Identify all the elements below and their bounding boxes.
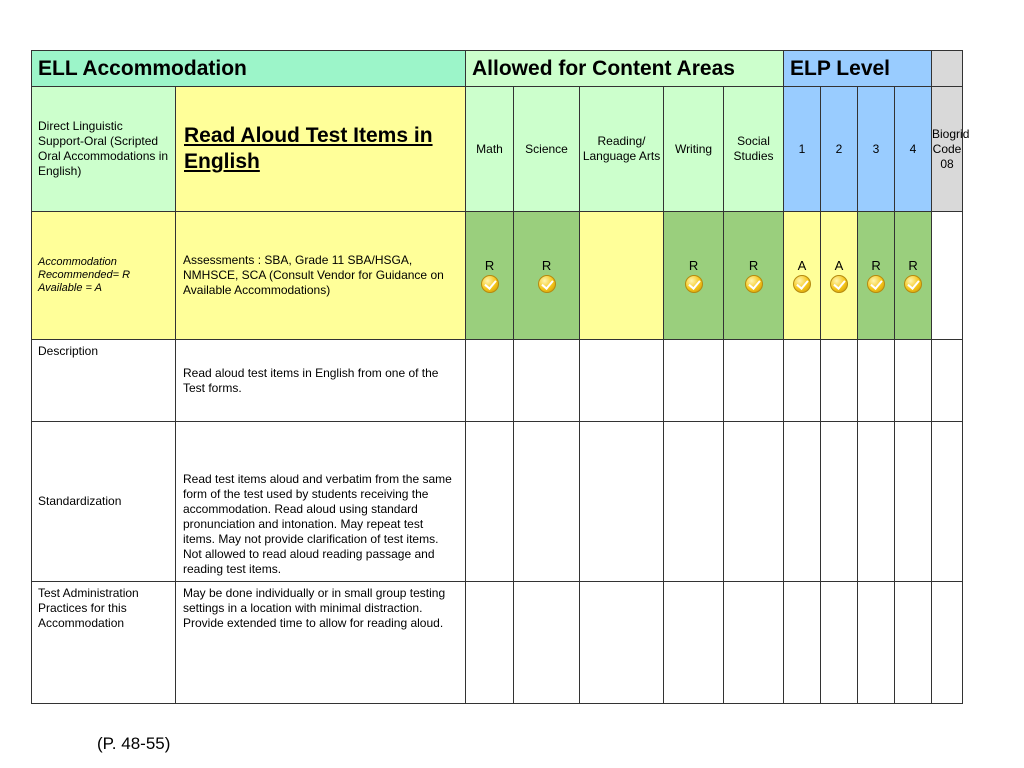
mark-elp-1 (784, 212, 821, 340)
mark-elp-4 (895, 212, 932, 340)
check-icon (793, 275, 811, 293)
subject-social-studies: Social Studies (724, 87, 784, 212)
row-label-test-administration: Test Administration Practices for this Accommodation (32, 582, 176, 704)
mark-science (514, 212, 580, 340)
assessments-cell: Assessments : SBA, Grade 11 SBA/HSGA, NMHSCE, SCA (Consult Vendor for Guidance on Available Accommodations) (176, 212, 466, 340)
mark-letter: R (541, 257, 552, 273)
mark-letter: A (834, 257, 844, 273)
subject-math: Math (466, 87, 514, 212)
page-reference: (P. 48-55) (97, 734, 171, 753)
check-icon (538, 275, 556, 293)
mark-biogrid-empty (932, 212, 963, 340)
subject-reading-language-arts: Reading/ Language Arts (580, 87, 664, 212)
elp-level-3: 3 (858, 87, 895, 212)
ell-accommodation-header: ELL Accommodation (32, 51, 466, 87)
content-areas-header: Allowed for Content Areas (466, 51, 784, 87)
category-cell: Direct Linguistic Support-Oral (Scripted Oral Accommodations in English) (32, 87, 176, 212)
row-text-test-administration: May be done individually or in small group testing settings in a location with minimal distraction. Provide extended time to allow for reading aloud. (176, 582, 466, 704)
elp-level-header: ELP Level (784, 51, 932, 87)
subject-science: Science (514, 87, 580, 212)
accommodation-table (31, 50, 970, 704)
row-label-standardization: Standardization (32, 422, 176, 582)
mark-letter: A (797, 257, 807, 273)
biogrid-header-blank (932, 51, 963, 87)
check-icon (745, 275, 763, 293)
row-text-description: Read aloud test items in English from one of the Test forms. (176, 340, 466, 422)
mark-letter: R (908, 257, 918, 273)
mark-math (466, 212, 514, 340)
check-icon (830, 275, 848, 293)
mark-letter: R (484, 257, 495, 273)
check-icon (685, 275, 703, 293)
elp-level-1: 1 (784, 87, 821, 212)
mark-writing (664, 212, 724, 340)
accommodation-title: Read Aloud Test Items in English (184, 124, 433, 173)
mark-social-studies (724, 212, 784, 340)
mark-letter: R (688, 257, 699, 273)
title-cell (176, 87, 466, 212)
mark-elp-3 (858, 212, 895, 340)
recommended-available-legend: Accommodation Recommended= R Available = A (32, 212, 176, 340)
mark-letter: R (871, 257, 881, 273)
elp-level-2: 2 (821, 87, 858, 212)
mark-letter: R (748, 257, 759, 273)
subject-writing: Writing (664, 87, 724, 212)
mark-reading-empty (580, 212, 664, 340)
row-label-description: Description (32, 340, 176, 422)
check-icon (904, 275, 922, 293)
mark-elp-2 (821, 212, 858, 340)
elp-level-4: 4 (895, 87, 932, 212)
check-icon (867, 275, 885, 293)
check-icon (481, 275, 499, 293)
row-text-standardization: Read test items aloud and verbatim from the same form of the test used by students receiving the accommodation. Read aloud using standard pronunciation and intonation. May repeat test items. May not provide clarification of test items. Not allowed to read aloud reading passage and reading test items. (176, 422, 466, 582)
biogrid-code: Biogrid Code 08 (932, 87, 963, 212)
